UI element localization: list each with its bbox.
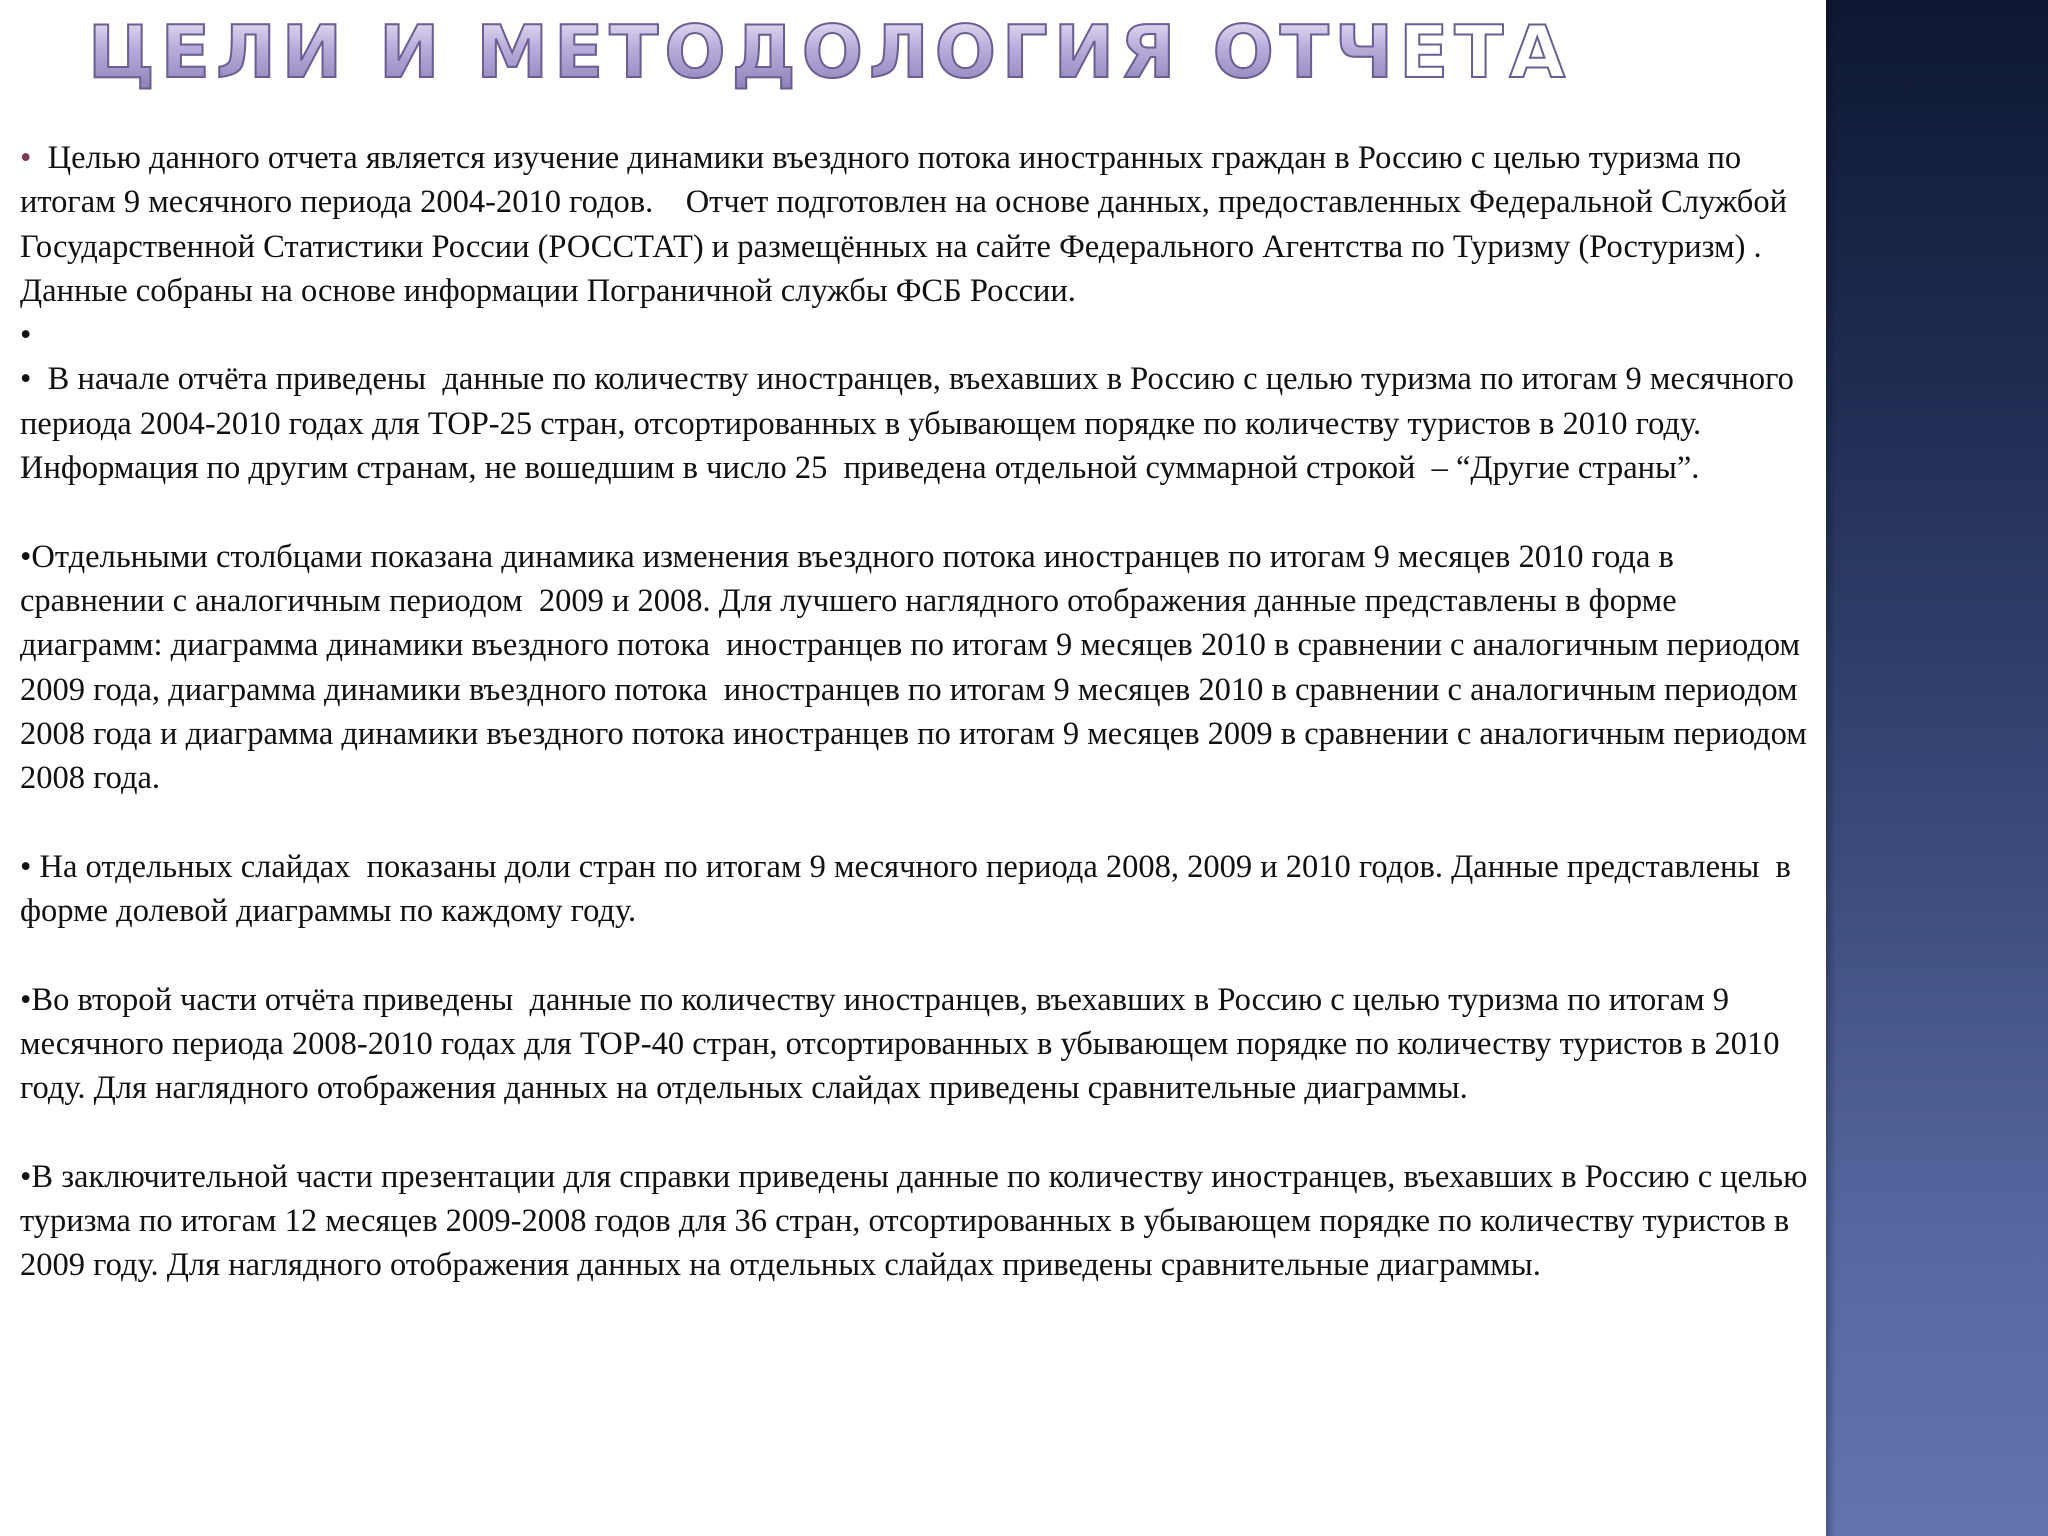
bullet-icon: • [20,140,48,176]
paragraph-conclusion [20,1155,1816,1288]
paragraph-text: Во второй части отчёта приведены данные по количеству иностранцев, въехавших в Россию с целью туризма по итогам 9 месячного периода 2008-2010 годах для ТОР-40 стран, отсортированных в убывающем порядке по количеству туристов в 2010 году. Для наглядного отображения данных на отдельных слайдах приведены сравнительные диаграммы. [20,981,1788,1107]
paragraph-goal [20,136,1810,313]
bullet-icon: • [20,981,32,1018]
paragraph-text: В начале отчёта приведены данные по количеству иностранцев, въехавших в Россию с целью туризма по итогам 9 месячного периода 2004-2010 годах для ТОР-25 стран, отсортированных в убывающем порядке по количеству туристов в 2010 году. Информация по другим странам, не вошедшим в число 25 приведена отдельной суммарной строкой – “Другие страны”. [20,361,1802,487]
slide-body [20,136,1816,1288]
paragraph-text: Отдельными столбцами показана динамика изменения въездного потока иностранцев по итогам 9 месяцев 2010 года в сравнении с аналогичным периодом 2009 и 2008. Для лучшего наглядного отображения данные представлены в форме диаграмм: диаграмма динамики въездного потока иностранцев по итогам 9 месяцев 2010 в сравнении с аналогичным периодом 2009 года, диаграмма динамики въездного потока иностранцев по итогам 9 месяцев 2010 в сравнении с аналогичным периодом 2008 года и диаграмма динамики въездного потока иностранцев по итогам 9 месяцев 2009 в сравнении с аналогичным периодом 2008 года. [20,538,1815,797]
bullet-icon: • [20,1158,32,1195]
bullet-icon: • [20,848,40,885]
paragraph-spacer [20,800,1810,844]
paragraph-spacer [20,1111,1810,1155]
paragraph-spacer [20,490,1810,534]
paragraph-empty-bullet [20,313,1810,357]
bullet-icon: • [20,361,48,398]
bullet-icon: • [20,538,32,575]
decorative-side-panel [1826,0,2048,1536]
paragraph-top25 [20,357,1810,490]
paragraph-shares [20,845,1810,934]
paragraph-top40 [20,978,1810,1111]
paragraph-dynamics [20,535,1815,801]
paragraph-text: В заключительной части презентации для справки приведены данные по количеству иностранцев, въехавших в Россию с целью туризма по итогам 12 месяцев 2009-2008 годов для 36 стран, отсортированных в убывающем порядке по количеству туристов в 2009 году. Для наглядного отображения данных на отдельных слайдах приведены сравнительные диаграммы. [20,1158,1816,1284]
paragraph-spacer [20,933,1810,977]
slide-title: ЦЕЛИ И МЕТОДОЛОГИЯ ОТЧЕТА [88,10,1572,94]
bullet-icon: • [20,317,32,354]
paragraph-text: Целью данного отчета является изучение динамики въездного потока иностранных граждан в Россию с целью туризма по итогам 9 месячного периода 2004-2010 годов. Отчет подготовлен на основе данных, предоставленных Федеральной Службой Государственной Статистики России (РОССТАТ) и размещённых на сайте Федерального Агентства по Туризму (Ростуризм) . Данные собраны на основе информации Пограничной службы ФСБ России. [20,140,1796,309]
paragraph-text: На отдельных слайдах показаны доли стран по итогам 9 месячного периода 2008, 2009 и 2010 годов. Данные представлены в форме долевой диаграммы по каждому году. [20,848,1800,930]
